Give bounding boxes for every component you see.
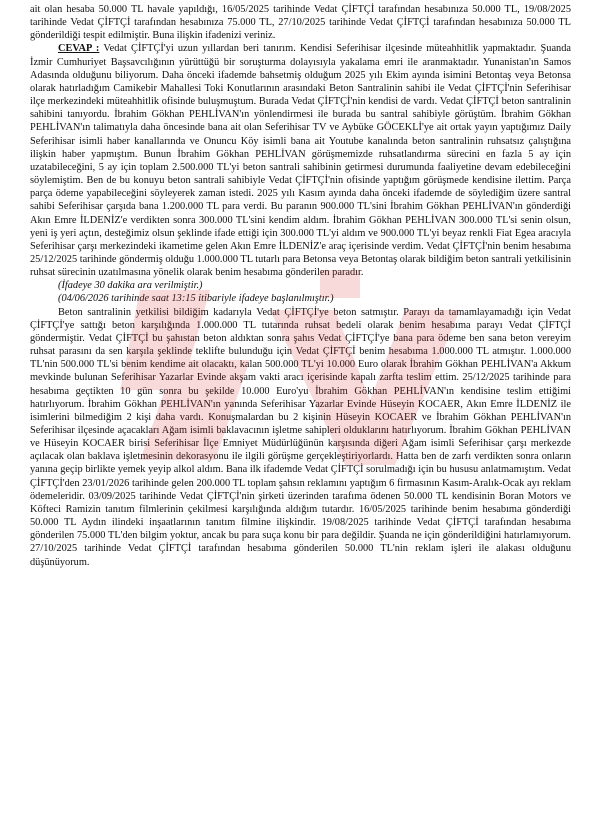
continuation-paragraph: Beton santralinin yetkilisi bildiğim kadarıyla Vedat ÇİFTÇİ'ye beton satmıştır. Parayı da tamamlayamadığı için Vedat ÇİFTÇİ'ye sattığı beton karşılığında 1.000.000 TL tutarında ruhsat bedeli olarak benim hesabıma parayı Vedat ÇİFTÇİ göndermiştir. Vedat ÇİFTÇİ bu şahıstan beton aldıktan sonra şahıs Vedat ÇİFTÇİ'ye bana para ödeme ben sana beton vereyim ruhsat parasını da sen karşıla şeklinde teklifte bulunduğu için Vedat ÇİFTÇİ benim hesabıma 1.000.000 TL atmıştır. 1.000.000 TL'nin 500.000 TL'si benim kendime ait olacaktı, kalan 500.000 TL'yi 10.000 Euro olarak İbrahim Gökhan PEHLİVAN'a Akkum mevkinde bulunan Seferihisar Yazarlar Evinde akşam vakti aracı içerisinde kapalı zarfta teslim ettim. 25/12/2025 tarihinde para hesabıma geçtikten 10 gün sonra bu şekilde 10.000 Euro'yu İbrahim Gökhan PEHLİVAN'ın kendisine teslim ettiğimi hatırlıyorum. İbrahim Gökhan PEHLİVAN'ın yanında Seferihisar Yazarlar Evinde Hüseyin KOCAER, Akın Emre İLDENİZ ile isimlerini bilmediğim 2 kişi daha vardı. Konuşmalardan bu 2 kişinin Hüseyin KOCAER ve İbrahim Gökhan PEHLİVAN'ın Seferihisar ilçesinde açacakları Ağam isimli baklavacının işletme sahipleri olduklarını hatırlıyorum. İbrahim Gökhan PEHLİVAN ve Hüseyin KOCAER birisi Seferihisar İlçe Emniyet Müdürlüğünün karşısında diğeri Ağam isimli Seferihisar çarşı merkezde açılacak olan baklava işletmesinin dekorasyonu ile ilgili görüşme gerçekleştiriyorlardı. Hatta ben de zarfı verdikten sonra onların yanına geçip birlikte yemek yeyip alkol aldım. Bana ilk ifademde Vedat ÇİFTÇİ sorulmadığı için bu hususu anlatmamıştım. Vedat ÇİFTÇİ'den 23/01/2026 tarihinde gelen 200.000 TL toplam şahsın reklamını yaptığım 6 firmasının Kasım-Aralık-Ocak ayı reklam ödemeleridir. 03/09/2025 tarihinde Vedat ÇİFTÇİ'nin şirketi üzerinden tarafıma ödenen 50.000 TL kendisinin Boran Motors ve Köfteci Ramizin tanıtım filmlerinin çekilmesi karşılığında aldığım tutardır. 16/05/2025 tarihinde benim hesabıma gönderdiği 50.000 TL Aydın ilindeki inşaatlarının tanıtım filmine ilişkindir. 19/08/2025 tarihinde Vedat ÇİFTÇİ tarafından hesabıma gönderilen 75.000 TL'den bilgim yoktur, ancak bu para suça konu bir para değildir. Şuanda ne için gönderildiğini hatırlamıyorum. 27/10/2025 tarihinde Vedat ÇİFTÇİ tarafından hesabıma gönderilen 50.000 TL'nin reklam işleri ile alakası olduğunu düşünüyorum. <box>30 306 571 568</box>
answer-paragraph <box>30 42 571 279</box>
opening-paragraph: ait olan hesaba 50.000 TL havale yapıldığı, 16/05/2025 tarihinde Vedat ÇİFTÇİ tarafından hesabınıza 50.000 TL, 19/08/2025 tarihinde Vedat ÇİFTÇİ tarafından hesabınıza 75.000 TL, 27/10/2025 tarihinde Vedat ÇİFTÇİ tarafından hesabınıza 50.000 TL gönderildiği tespit edilmiştir. Buna ilişkin ifadenizi veriniz. <box>30 4 571 42</box>
break-note: (İfadeye 30 dakika ara verilmiştir.) <box>58 280 203 292</box>
resume-note: (04/06/2026 tarihinde saat 13:15 itibariyle ifadeye başlanılmıştır.) <box>58 293 334 305</box>
answer-label: CEVAP : <box>58 43 100 55</box>
answer-text: Vedat ÇİFTÇİ'yi uzun yıllardan beri tanırım. Kendisi Seferihisar ilçesinde müteahhitlik yapmaktadır. Şuanda İzmir Cumhuriyet Başsavcılığının yürüttüğü bir soruşturma dolayısıyla yakalama emri ile aranmaktadır. Yunanistan'ın Samos Adasında olduğunu biliyorum. Daha önceki ifademde bahsetmiş olduğum 2025 yılı Ekim ayında isimini Betontaş veya Betonsa olarak hatırladığım Camikebir Mahallesi Toki Konutlarının arasındaki Beton Santralinin sahibi ile Vedat ÇİFTÇİ'nin Seferihisar ilçe merkezindeki müteahhitlik ofisinde buluşmuştum. Burada Vedat ÇİFTÇİ'nin kendisi de vardı. Vedat ÇİFTÇİ beton santralinin sahibini tanıyordu. İbrahim Gökhan PEHLİVAN'ın yönlendirmesi ile burada bu santral sahibiyle görüştüm. İbrahim Gökhan PEHLİVAN'ın talimatıyla daha öncesinde bana ait olan Seferihisar TV ve Aybüke GÖCEKLİ'ye ait ortak yayın yaptığımız Daily Seferihisar isimli haber kanallarında ve Onuncu Köy isimli bana ait Youtube kanalında beton santralinin ruhsatsız çalıştığına ilişkin haber yapmıştım. Bunun İbrahim Gökhan PEHLİVAN görüşmemizde ruhsatlandırma sürecini en fazla 5 ay için uzatabileceğini, 5 ay için toplam 2.500.000 TL'yi beton santrali sahibinin getirmesi durumunda faaliyetine devam edebileceğini söylemiştim. Ben de bu konuyu beton santrali sahibiyle Vedat ÇİFTÇİ'nin ofisinde yaptığım görüşmede kendisine ilettim. Parça parça ödeme yapabileceğini söyleyerek zaman istedi. 2025 yılı Kasım ayında daha önceki ifademde de söylediğim üzere santral sahibi Seferihisar çarşıda bana 1.200.000 TL para verdi. Bu paranın 900.000 TL'sini İbrahim Gökhan PEHLİVAN'ın gönderdiği Akın Emre İLDENİZ'e verdikten sonra 300.000 TL'sini kendim aldım. İbrahim Gökhan PEHLİVAN 300.000 TL'si senin olsun, yeni iş yeri açtın, desteğimiz olsun şeklinde ifade ettiği için 300.000 TL'yi aldım ve 900.000 TL'yi beyaz renkli Fiat Egea aracıyla Seferihisar çarşı merkezindeki ikametime gelen Akın Emre İLDENİZ'e araç içerisinde verdim. Vedat ÇİFTÇİ'nin benim hesabıma 25/12/2025 tarihinde göndermiş olduğu 1.000.000 TL tutarlı para Betonsa veya Betontaş olarak bildiğim beton santrali yetkilisinin ruhsat sürecinin uzatılmasına yönelik olarak benim hesabıma gönderilen paradır. <box>30 43 571 279</box>
